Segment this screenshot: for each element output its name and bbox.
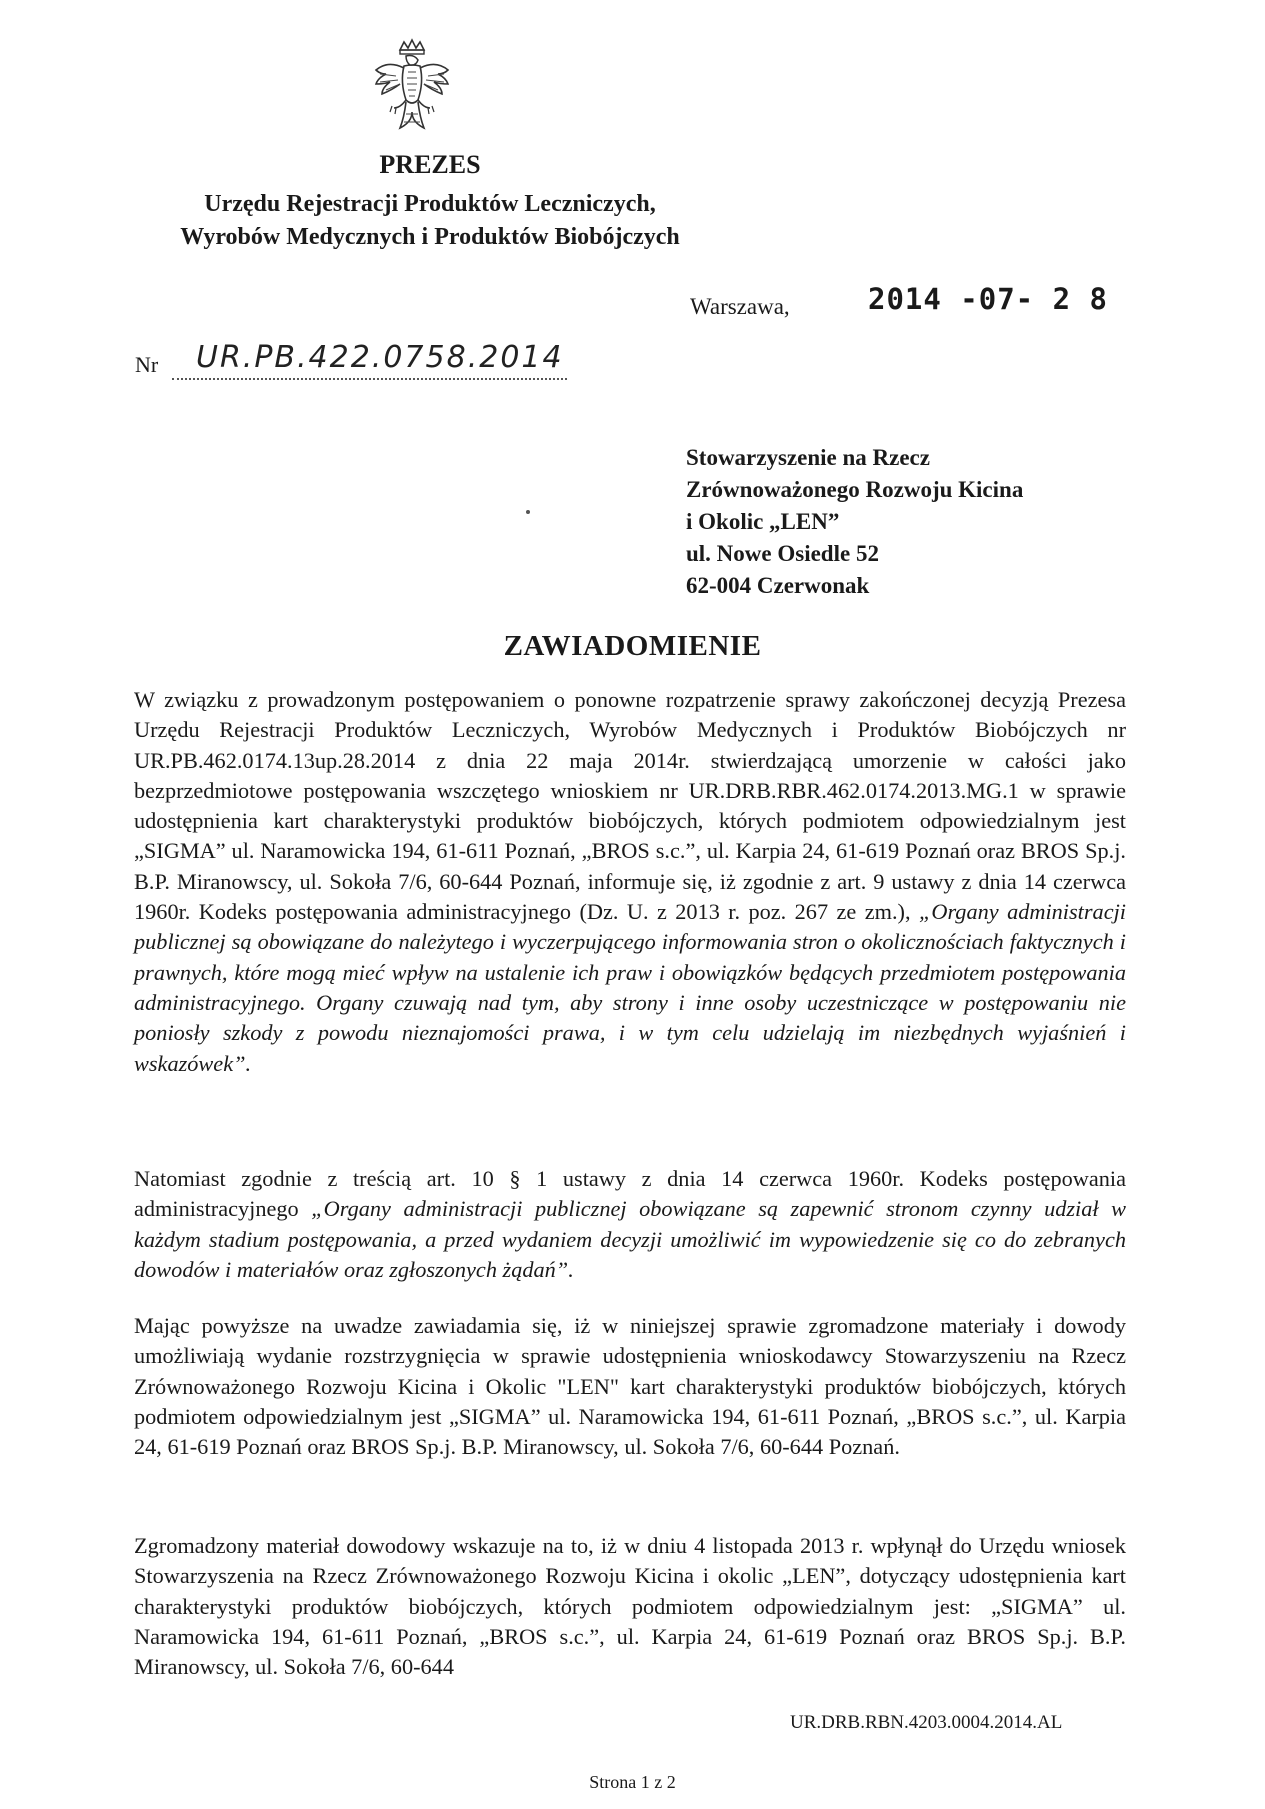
issuer-office-line1: Urzędu Rejestracji Produktów Leczniczych, xyxy=(204,191,656,217)
issuer-title: PREZES xyxy=(379,150,481,179)
reference-number-label: Nr xyxy=(135,352,159,377)
addressee-line: 62-004 Czerwonak xyxy=(686,573,870,598)
document-reference-code: UR.DRB.RBN.4203.0004.2014.AL xyxy=(790,1712,1063,1733)
place-of-issue: Warszawa, xyxy=(690,294,790,319)
issuer-office-line2: Wyrobów Medycznych i Produktów Biobójczych xyxy=(180,224,680,250)
polish-eagle-emblem-icon xyxy=(370,38,454,138)
scan-speck xyxy=(526,510,530,514)
addressee-block xyxy=(686,442,1023,602)
addressee-line: Stowarzyszenie na Rzecz xyxy=(686,445,930,470)
legal-quote: „Organy administracji publicznej obowiązane są zapewnić stronom czynny udział w każdym stadium postępowania, a przed wydaniem decyzji umożliwić im wypowiedzenie się co do zebranych dowodów i materiałów oraz zgłoszonych żądań”. xyxy=(134,1196,1126,1282)
body-paragraph-3: Mając powyższe na uwadze zawiadamia się, iż w niniejszej sprawie zgromadzone materiały i dowody umożliwiają wydanie rozstrzygnięcia w sprawie udostępnienia wnioskodawcy Stowarzyszeniu na Rzecz Zrównoważonego Rozwoju Kicina i Okolic "LEN" kart charakterystyki produktów biobójczych, których podmiotem odpowiedzialnym jest „SIGMA” ul. Naramowicka 194, 61-611 Poznań, „BROS s.c.”, ul. Karpia 24, 61-619 Poznań oraz BROS Sp.j. B.P. Miranowscy, ul. Sokoła 7/6, 60-644 Poznań. xyxy=(134,1313,1126,1460)
page-number: Strona 1 z 2 xyxy=(589,1772,676,1792)
body-paragraph-4: Zgromadzony materiał dowodowy wskazuje na to, iż w dniu 4 listopada 2013 r. wpłynął do Urzędu wniosek Stowarzyszenia na Rzecz Zrównoważonego Rozwoju Kicina i okolic „LEN”, dotyczący udostępnienia kart charakterystyki produktów biobójczych, których podmiotem odpowiedzialnym jest: „SIGMA” ul. Naramowicka 194, 61-611 Poznań, „BROS s.c.”, ul. Karpia 24, 61-619 Poznań oraz BROS Sp.j. B.P. Miranowscy, ul. Sokoła 7/6, 60-644 xyxy=(134,1533,1126,1680)
date-stamp: 2014 -07- 2 8 xyxy=(868,282,1108,316)
addressee-line: i Okolic „LEN” xyxy=(686,509,840,534)
paragraph-text: W związku z prowadzonym postępowaniem o ponowne rozpatrzenie sprawy zakończonej decyzją Prezesa Urzędu Rejestracji Produktów Leczniczych, Wyrobów Medycznych i Produktów Biobójczych nr UR.PB.462.0174.13up.28.2014 z dnia 22 maja 2014r. stwierdzającą umorzenie w całości jako bezprzedmiotowe postępowania wszczętego wnioskiem nr UR.DRB.RBR.462.0174.2013.MG.1 w sprawie udostępnienia kart charakterystyki produktów biobójczych, których podmiotem odpowiedzialnym jest „SIGMA” ul. Naramowicka 194, 61-611 Poznań, „BROS s.c.”, ul. Karpia 24, 61-619 Poznań oraz BROS Sp.j. B.P. Miranowscy, ul. Sokoła 7/6, 60-644 Poznań, informuje się, iż zgodnie z art. 9 ustawy z dnia 14 czerwca 1960r. Kodeks postępowania administracyjnego (Dz. U. z 2013 r. poz. 267 ze zm.), xyxy=(134,687,1126,925)
addressee-line: Zrównoważonego Rozwoju Kicina xyxy=(686,477,1024,502)
body-paragraph-1 xyxy=(134,685,1126,1079)
legal-quote: „Organy administracji publicznej są obowiązane do należytego i wyczerpującego informowania stron o okolicznościach faktycznych i prawnych, które mogą mieć wpływ na ustalenie ich praw i obowiązków będących przedmiotem postępowania administracyjnego. Organy czuwają nad tym, aby strony i inne osoby uczestniczące w postępowaniu nie poniosły szkody z powodu nieznajomości prawa, i w tym celu udzielają im niezbędnych wyjaśnień i wskazówek”. xyxy=(134,899,1126,1076)
document-title: ZAWIADOMIENIE xyxy=(503,630,762,662)
reference-number-handwritten: UR.PB.422.0758.2014 xyxy=(196,340,564,375)
paragraph-text: Natomiast zgodnie z treścią art. 10 § 1 ustawy z dnia 14 czerwca 1960r. Kodeks postępowania administracyjnego xyxy=(134,1166,1126,1222)
reference-number-dotted-line xyxy=(172,378,567,380)
body-paragraph-2 xyxy=(134,1164,1126,1285)
addressee-line: ul. Nowe Osiedle 52 xyxy=(686,541,879,566)
